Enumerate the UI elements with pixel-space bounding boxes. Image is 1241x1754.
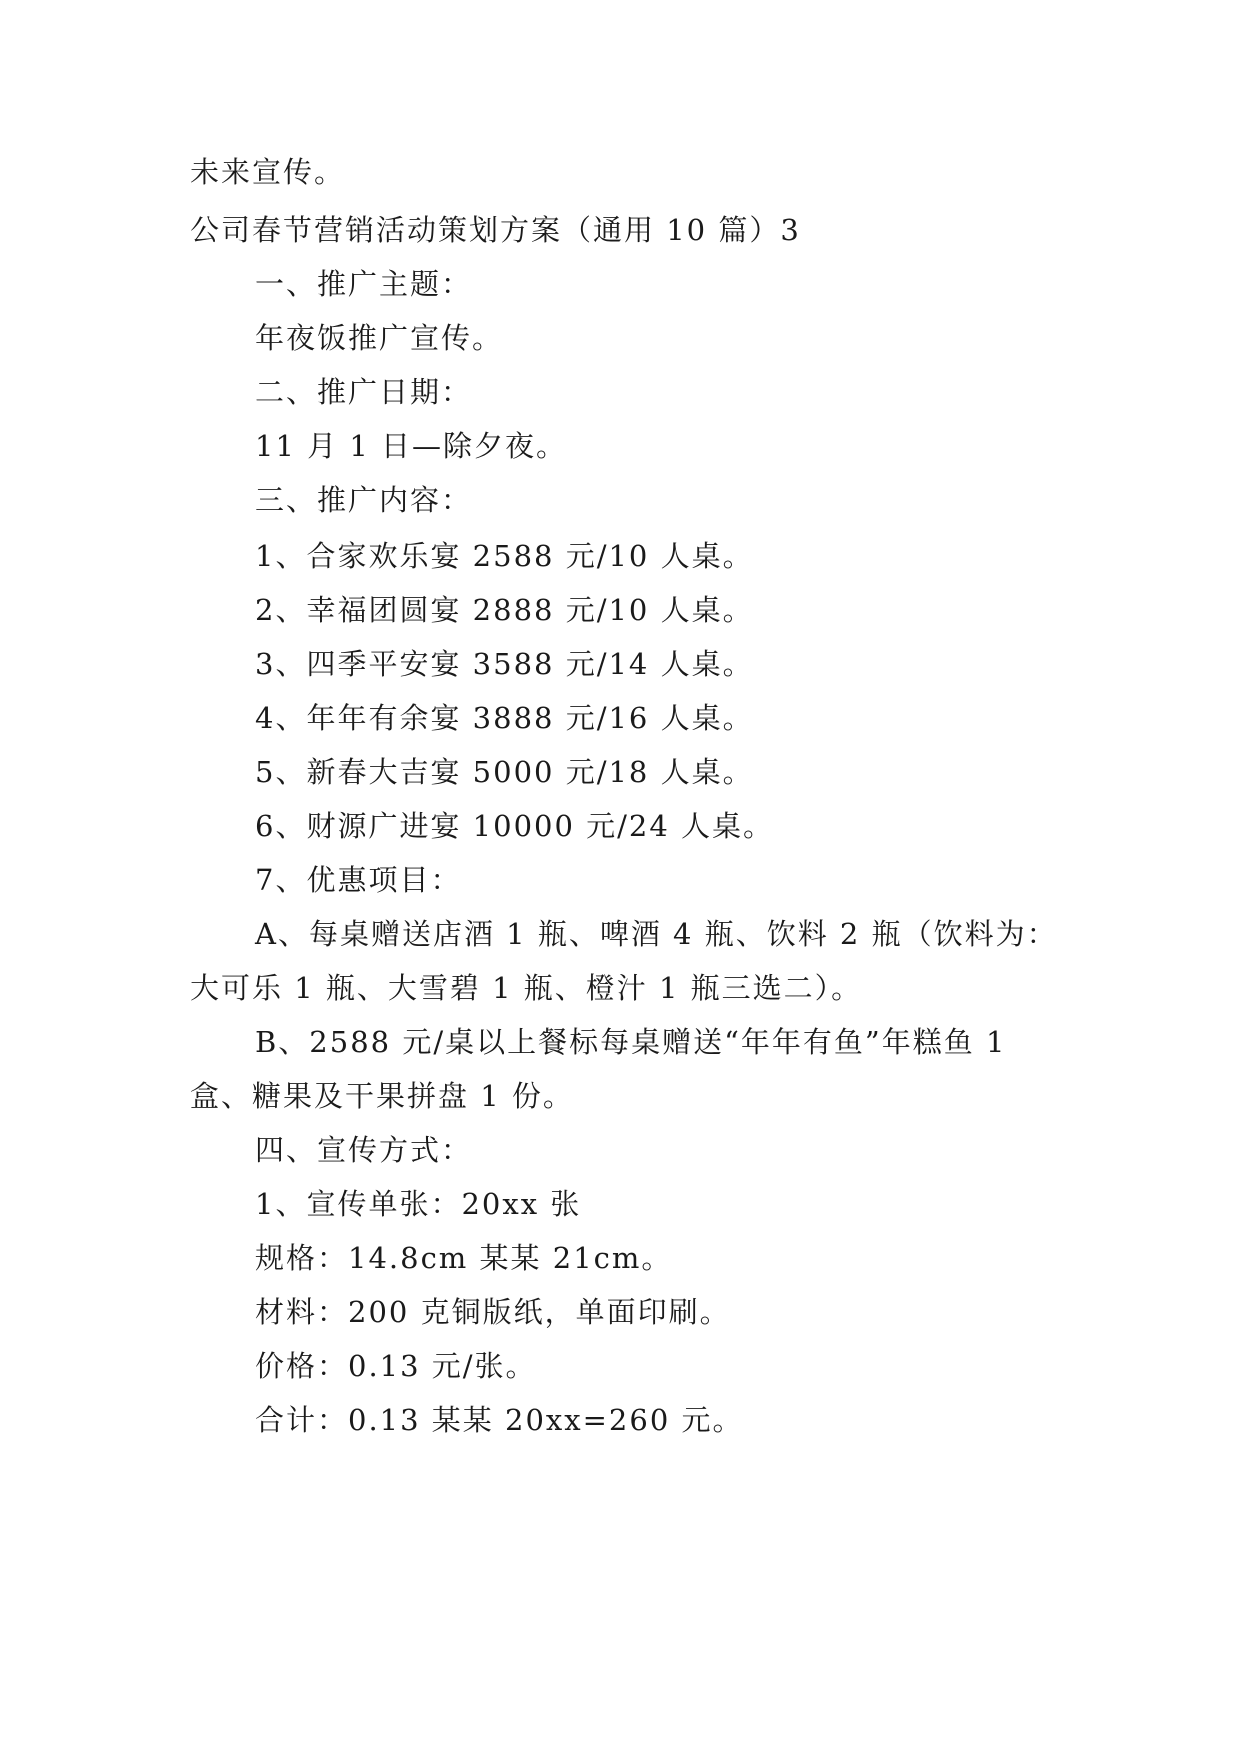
price-line: 价格：0.13 元/张。	[255, 1349, 537, 1383]
continuation-line: 未来宣传。	[190, 155, 346, 189]
heading-promotion: 四、宣传方式：	[255, 1133, 473, 1167]
list-item: 6、财源广进宴 10000 元/24 人桌。	[255, 809, 775, 843]
paragraph-date: 11 月 1 日—除夕夜。	[255, 429, 568, 463]
spec-line: 规格：14.8cm 某某 21cm。	[255, 1241, 673, 1275]
paragraph-b-continued: 盒、糖果及干果拼盘 1 份。	[190, 1079, 574, 1113]
paragraph-theme: 年夜饭推广宣传。	[255, 321, 504, 355]
heading-date: 二、推广日期：	[255, 375, 473, 409]
heading-content: 三、推广内容：	[255, 483, 473, 517]
material-line: 材料：200 克铜版纸，单面印刷。	[255, 1295, 731, 1329]
list-item: 5、新春大吉宴 5000 元/18 人桌。	[255, 755, 754, 789]
list-item: 4、年年有余宴 3888 元/16 人桌。	[255, 701, 754, 735]
list-item: 7、优惠项目：	[255, 863, 462, 897]
list-item: 1、宣传单张：20xx 张	[255, 1187, 582, 1221]
list-item: 1、合家欢乐宴 2588 元/10 人桌。	[255, 539, 754, 573]
list-item: 2、幸福团圆宴 2888 元/10 人桌。	[255, 593, 754, 627]
paragraph-b: B、2588 元/桌以上餐标每桌赠送“年年有鱼”年糕鱼 1	[255, 1025, 1007, 1059]
paragraph-a: A、每桌赠送店酒 1 瓶、啤酒 4 瓶、饮料 2 瓶（饮料为：	[255, 917, 1058, 951]
total-line: 合计：0.13 某某 20xx=260 元。	[255, 1403, 744, 1437]
paragraph-a-continued: 大可乐 1 瓶、大雪碧 1 瓶、橙汁 1 瓶三选二）。	[190, 971, 863, 1005]
heading-theme: 一、推广主题：	[255, 267, 473, 301]
section-title: 公司春节营销活动策划方案（通用 10 篇）3	[190, 213, 801, 247]
list-item: 3、四季平安宴 3588 元/14 人桌。	[255, 647, 754, 681]
